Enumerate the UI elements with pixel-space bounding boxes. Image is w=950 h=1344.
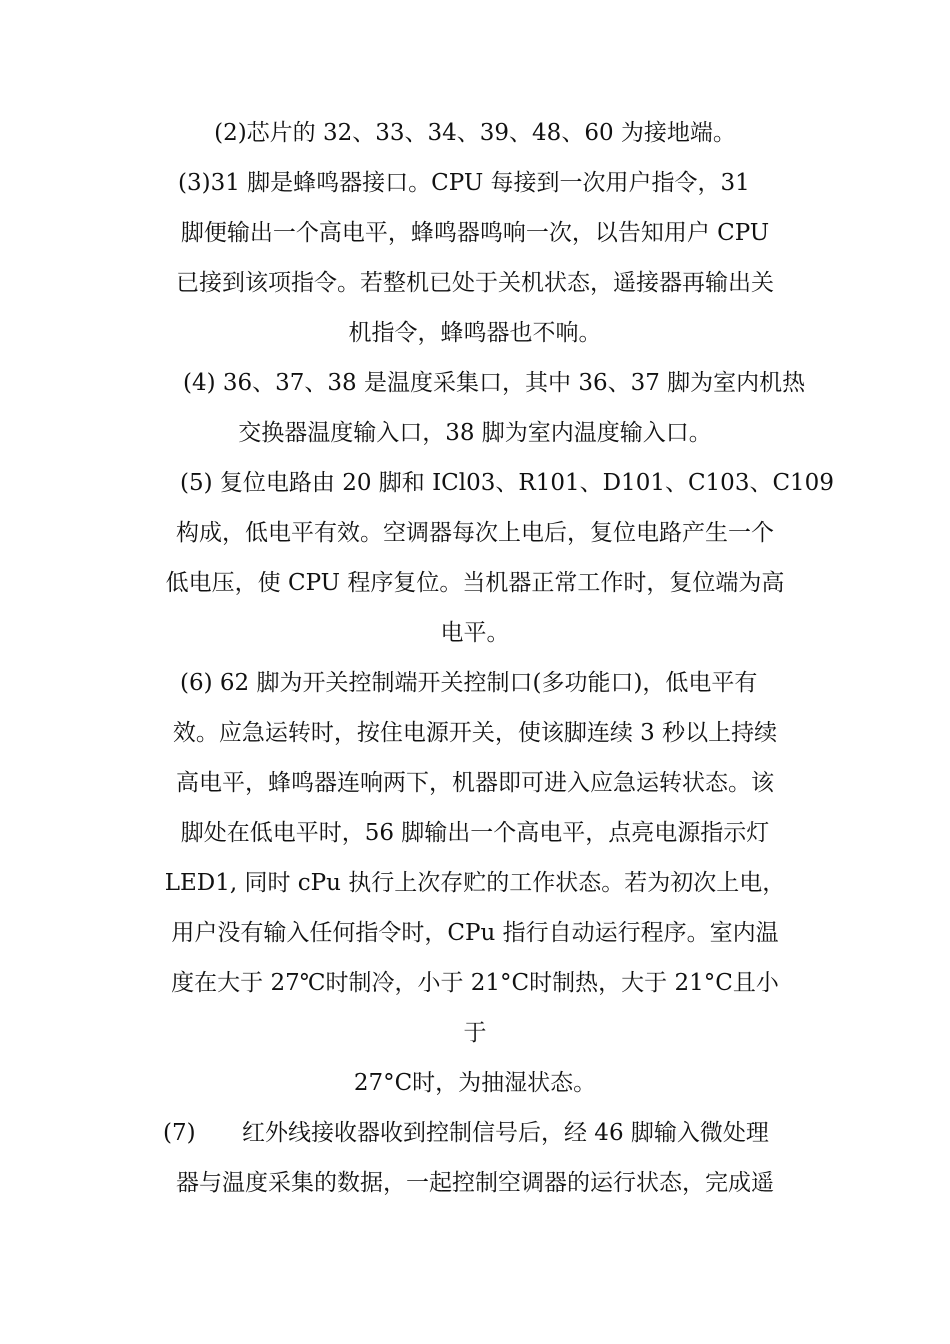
text-line-9: 构成，低电平有效。空调器每次上电后，复位电路产生一个 (176, 520, 774, 546)
text-line-15: 脚处在低电平时，56 脚输出一个高电平，点亮电源指示灯 (180, 820, 770, 846)
text-line-22: 器与温度采集的数据，一起控制空调器的运行状态，完成遥 (176, 1170, 774, 1196)
text-line-5: 机指令，蜂鸣器也不响。 (348, 320, 602, 346)
text-line-20: 27°C时，为抽湿状态。 (353, 1070, 597, 1096)
text-line-4: 已接到该项指令。若整机已处于关机状态，遥接器再输出关 (176, 270, 774, 296)
text-line-21: 红外线接收器收到控制信号后，经 46 脚输入微处理 (242, 1120, 769, 1146)
text-line-14: 高电平，蜂鸣器连响两下，机器即可进入应急运转状态。该 (176, 770, 774, 796)
text-line-3: 脚便输出一个高电平，蜂鸣器鸣响一次，以告知用户 CPU (180, 220, 770, 246)
text-line-18: 度在大于 27℃时制冷，小于 21°C时制热，大于 21°C且小 (171, 970, 779, 996)
text-line-13: 效。应急运转时，按住电源开关，使该脚连续 3 秒以上持续 (172, 720, 778, 746)
text-line-2: (3)31 脚是蜂鸣器接口。CPU 每接到一次用户指令，31 (178, 170, 750, 196)
text-line-16: LED1, 同时 cPu 执行上次存贮的工作状态。若为初次上电， (164, 870, 786, 896)
text-line-12: (6) 62 脚为开关控制端开关控制口(多功能口)，低电平有 (180, 670, 758, 696)
text-line-7: 交换器温度输入口，38 脚为室内温度输入口。 (238, 420, 712, 446)
item-number-7: (7) (163, 1120, 196, 1146)
text-line-19: 于 (463, 1020, 487, 1046)
text-line-8: (5) 复位电路由 20 脚和 ICl03、R101、D101、C103、C109 (180, 470, 834, 496)
text-line-1: (2)芯片的 32、33、34、39、48、60 为接地端。 (214, 120, 736, 146)
text-line-11: 电平。 (440, 620, 510, 646)
text-line-17: 用户没有输入任何指令时，CPu 指行自动运行程序。室内温 (171, 920, 779, 946)
text-line-6: (4) 36、37、38 是温度采集口，其中 36、37 脚为室内机热 (183, 370, 806, 396)
text-line-10: 低电压，使 CPU 程序复位。当机器正常工作时，复位端为高 (165, 570, 785, 596)
